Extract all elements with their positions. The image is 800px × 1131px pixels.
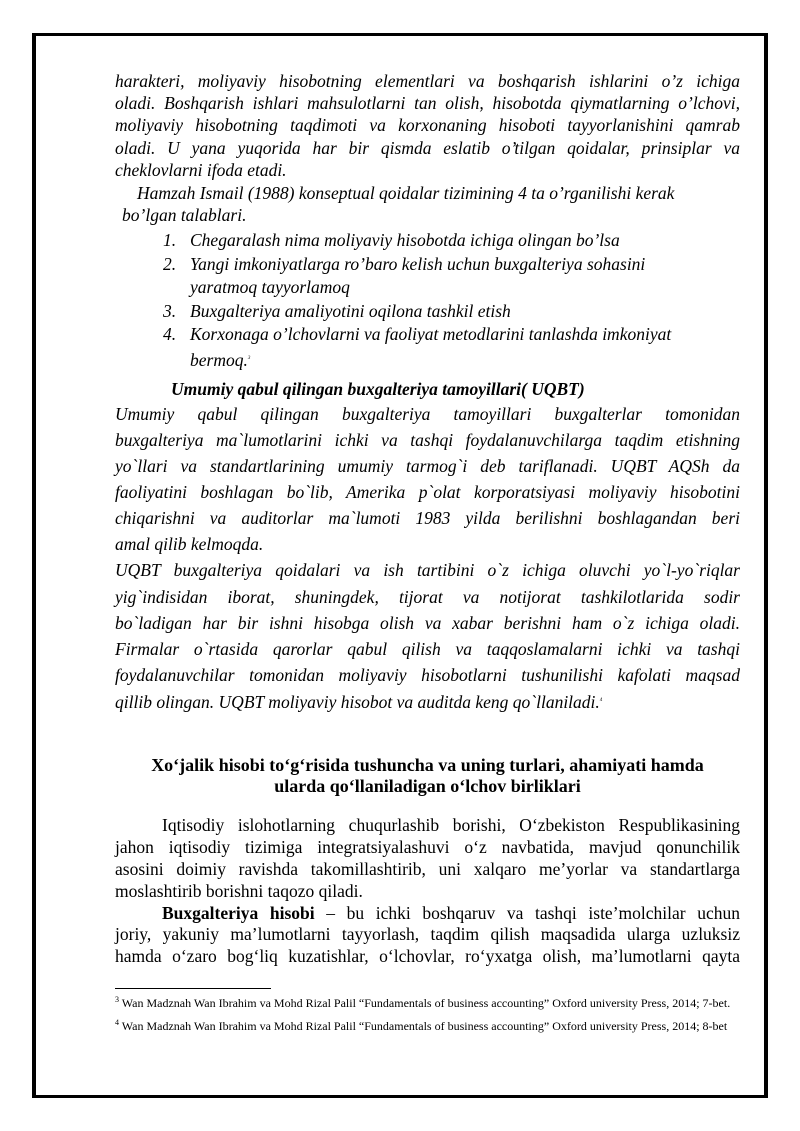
text-line: Firmalar o`rtasida qarorlar qabul qilish va taqqoslamalarni ichki va tashqi	[115, 639, 740, 660]
title-line: Xo‘jalik hisobi to‘g‘risida tushuncha va uning turlari, ahamiyati hamda	[151, 755, 704, 776]
title-line: ularda qo‘llaniladigan o‘lchov birliklari	[274, 776, 581, 797]
text-line: asosini doimiy ravishda takomillashtirib, uni xalqaro me’yorlar va standartlarga	[115, 859, 740, 880]
text-line: bo`ladigan har bir ishni hisobga olish va xabar berishni ham o`z ichiga oladi.	[115, 612, 740, 633]
list-item	[115, 253, 740, 300]
list-item	[115, 300, 740, 324]
list-number: 1.	[163, 230, 177, 251]
footnote-ref: 3	[247, 355, 251, 361]
text-line: buxgalteriya ma`lumotlarini ichki va tashqi foydalanuvchilarga taqdim etishning	[115, 430, 740, 451]
text-line: foydalanuvchilar tomonidan moliyaviy hisobotlarni tushunilishi kafolati maqsad	[115, 665, 740, 686]
footnote-separator	[115, 988, 271, 989]
list-number: 4.	[163, 324, 177, 345]
text-line: jahon iqtisodiy tizimiga integratsiyalashuvi o‘z navbatida, mavjud qonunchilik	[115, 837, 740, 858]
footnote-text: Wan Madznah Wan Ibrahim va Mohd Rizal Palil “Fundamentals of business accounting” Oxford university Press, 2014; 7-bet.	[121, 996, 731, 1011]
text-line: hamda o‘zaro bog‘liq kuzatishlar, o‘lchovlar, ro‘yxatga olish, ma’lumotlarni qayta	[115, 946, 740, 967]
text-line: Hamzah Ismail (1988) konseptual qoidalar tizimining 4 ta o’rganilishi kerak	[137, 183, 675, 204]
text-line: oladi. Boshqarish ishlari mahsulotlarni tan olish, hisobotda qiymatlarning o’lchovi,	[115, 93, 740, 114]
list-text: Yangi imkoniyatlarga ro’baro kelish uchun buxgalteriya sohasini	[190, 253, 646, 274]
paragraph-uqbt-definition	[115, 401, 740, 557]
text-line: UQBT buxgalteriya qoidalari va ish tartibini o`z ichiga oluvchi yo`l-yo`riqlar	[115, 560, 740, 581]
footnote-number: 3	[115, 995, 119, 1005]
paragraph-reforms	[115, 815, 740, 902]
text-line	[115, 903, 740, 925]
list-text: Buxgalteriya amaliyotini oqilona tashkil etish	[190, 300, 511, 321]
footnote-text: Wan Madznah Wan Ibrahim va Mohd Rizal Palil “Fundamentals of business accounting” Oxford university Press, 2014; 8-bet	[121, 1018, 728, 1033]
section-title	[115, 755, 740, 797]
paragraph-uqbt-rules	[115, 557, 740, 715]
footnote-number: 4	[115, 1017, 119, 1027]
text-line: faoliyatini boshlagan bo`lib, Amerika p`olat korporatsiyasi moliyaviy hisobotini	[115, 482, 740, 503]
page-content	[115, 70, 740, 1034]
footnote	[115, 992, 740, 1012]
list-item	[115, 229, 740, 253]
text-line: cheklovlarni ifoda etadi.	[115, 159, 287, 180]
footnote	[115, 1015, 740, 1035]
list-number: 2.	[163, 253, 177, 274]
footnote-ref: 4	[599, 698, 603, 704]
list-item	[115, 323, 740, 372]
paragraph-1	[115, 70, 740, 181]
text-line: chiqarishni va auditorlar ma`lumoti 1983 yilda berilishni boshlagandan beri	[115, 508, 740, 529]
text-line: amal qilib kelmoqda.	[115, 534, 264, 555]
bold-term: Buxgalteriya hisobi	[162, 902, 315, 923]
list-number: 3.	[163, 300, 177, 321]
text-line: yo`llari va standartlarining umumiy tarmog`i deb tariflanadi. UQBT AQSh da	[115, 456, 740, 477]
text-line: moslashtirib borishni taqozo qiladi.	[115, 880, 363, 901]
text-line: moliyaviy hisobotning taqdimoti va korxonaning hisoboti tayyorlanishini qamrab	[115, 115, 740, 136]
paragraph-accounting-definition	[115, 903, 740, 968]
text-line: bo’lgan talablari.	[122, 205, 247, 226]
list-text: Chegaralash nima moliyaviy hisobotda ichiga olingan bo’lsa	[190, 230, 620, 251]
text-line: Umumiy qabul qilingan buxgalteriya tamoyillari buxgalterlar tomonidan	[115, 404, 740, 425]
list-text: bermoq.	[190, 349, 248, 370]
list-text: yaratmoq tayyorlamoq	[190, 277, 350, 298]
list-text: Korxonaga o’lchovlarni va faoliyat metodlarini tanlashda imkoniyat	[190, 324, 672, 345]
text-span: – bu ichki boshqaruv va tashqi iste’molchilar uchun	[314, 902, 740, 923]
text-line	[115, 688, 740, 715]
uqbt-heading: Umumiy qabul qilingan buxgalteriya tamoyillari( UQBT)	[171, 379, 585, 400]
text-line: oladi. U yana yuqorida har bir qismda eslatib o’tilgan qoidalar, prinsiplar va	[115, 137, 740, 158]
text-line: harakteri, moliyaviy hisobotning elementlari va boshqarish ishlarini o’z ichiga	[115, 71, 740, 91]
requirements-list	[115, 229, 740, 372]
text-line: yig`indisidan iborat, shuningdek, tijorat va notijorat tashkilotlarida sodir	[115, 586, 740, 607]
text-line: Iqtisodiy islohotlarning chuqurlashib borishi, O‘zbekiston Respublikasining	[162, 815, 740, 836]
hamzah-intro	[115, 182, 740, 226]
text-line: joriy, yakuniy ma’lumotlarni tayyorlash, taqdim qilish maqsadida ularga uzluksiz	[115, 924, 740, 945]
text-span: qillib olingan. UQBT moliyaviy hisobot va auditda keng qo`llaniladi.	[115, 692, 600, 713]
